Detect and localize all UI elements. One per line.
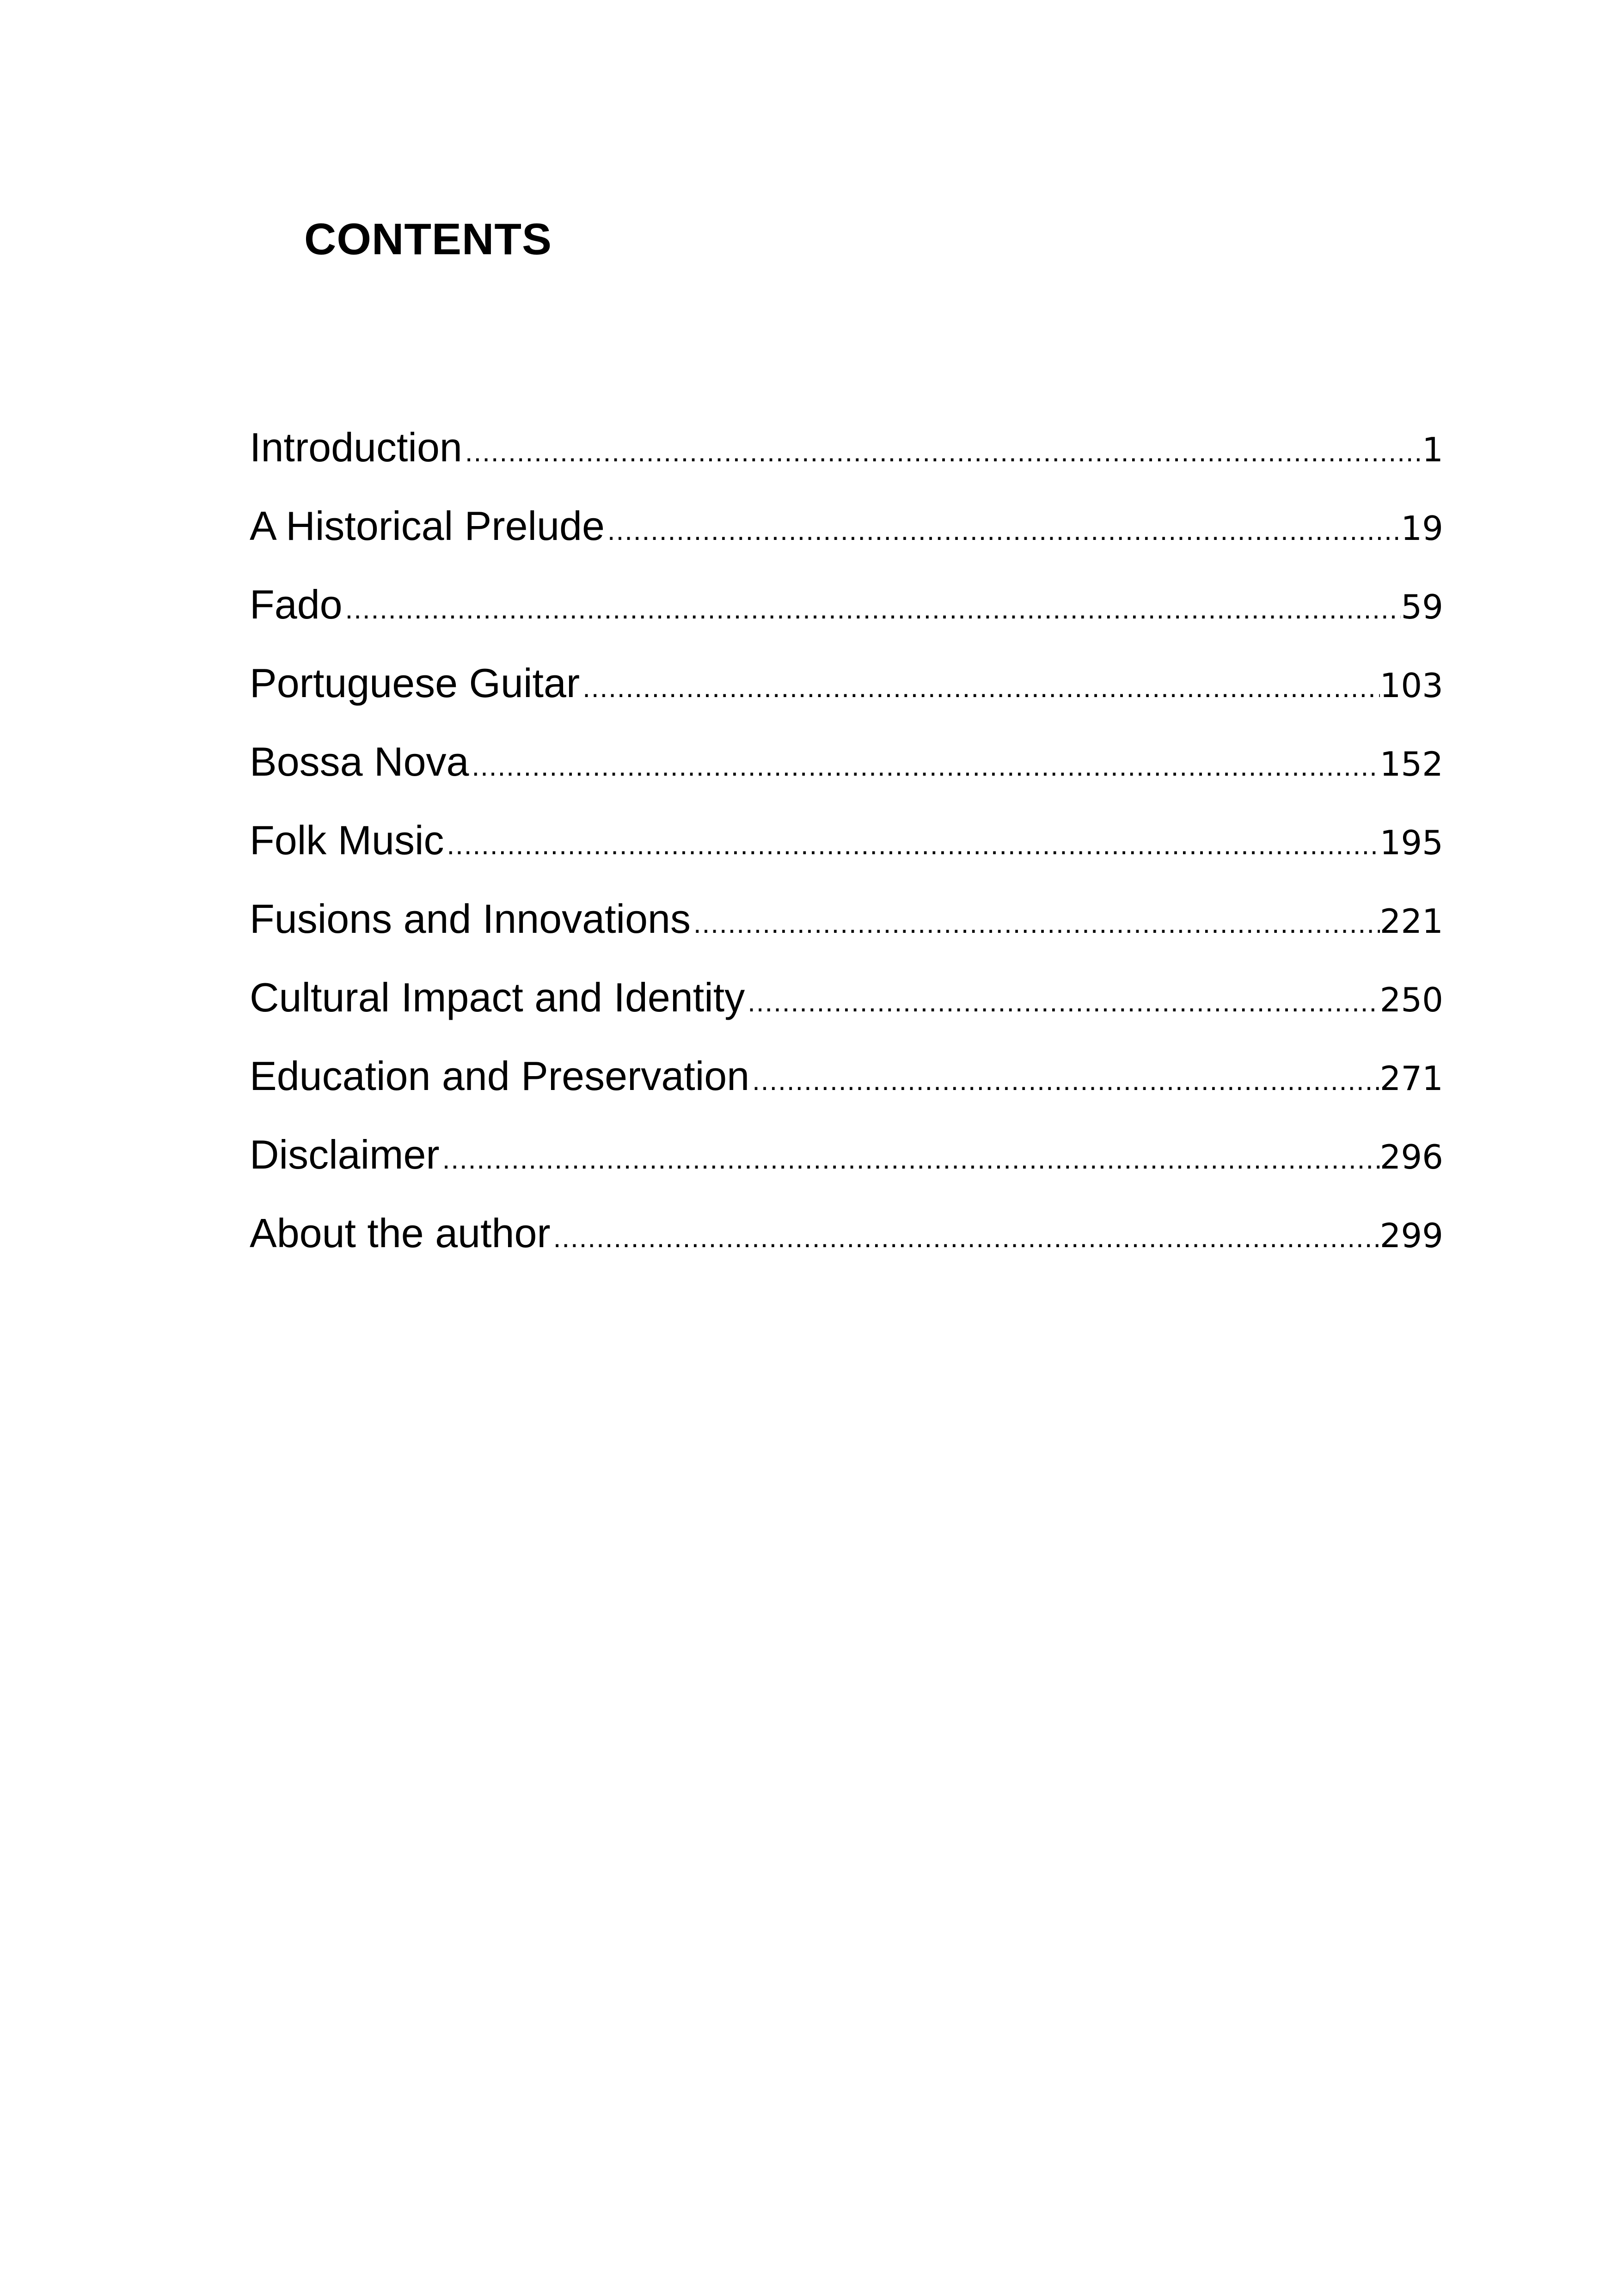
page-title: CONTENTS <box>304 214 552 264</box>
toc-entry-fusions-innovations <box>250 880 1443 958</box>
toc-entry-page-number: 221 <box>1379 902 1443 941</box>
toc-entry-portuguese-guitar <box>250 644 1443 722</box>
toc-entry-cultural-impact <box>250 958 1443 1037</box>
toc-entry-page-number: 152 <box>1379 745 1443 784</box>
toc-entry-title: Portuguese Guitar <box>250 660 580 706</box>
toc-entry-title: Bossa Nova <box>250 739 469 784</box>
toc-entry-introduction <box>250 408 1443 487</box>
toc-entry-page-number: 296 <box>1379 1138 1443 1176</box>
toc-entry-title: Introduction <box>250 424 462 470</box>
dot-leader <box>551 1199 1380 1273</box>
dot-leader <box>580 649 1379 722</box>
toc-entry-bossa-nova <box>250 722 1443 801</box>
toc-entry-title: Disclaimer <box>250 1132 440 1177</box>
toc-entry-fado <box>250 565 1443 644</box>
toc-entry-about-author <box>250 1194 1443 1273</box>
toc-entry-page-number: 271 <box>1379 1059 1443 1098</box>
dot-leader <box>462 413 1422 487</box>
toc-entry-folk-music <box>250 801 1443 880</box>
toc-entry-title: About the author <box>250 1210 551 1256</box>
table-of-contents <box>250 408 1443 1273</box>
dot-leader <box>440 1120 1380 1194</box>
toc-entry-page-number: 250 <box>1379 980 1443 1019</box>
dot-leader <box>749 1041 1379 1115</box>
toc-entry-title: Cultural Impact and Identity <box>250 974 745 1020</box>
toc-entry-page-number: 103 <box>1379 666 1443 705</box>
dot-leader <box>605 491 1401 565</box>
toc-entry-page-number: 59 <box>1401 588 1443 626</box>
dot-leader <box>469 727 1379 801</box>
toc-entry-title: Folk Music <box>250 817 444 863</box>
toc-entry-title: Fado <box>250 582 343 627</box>
toc-entry-disclaimer <box>250 1115 1443 1194</box>
toc-entry-page-number: 19 <box>1401 509 1443 548</box>
toc-entry-title: Fusions and Innovations <box>250 896 691 942</box>
toc-entry-page-number: 195 <box>1379 823 1443 862</box>
dot-leader <box>444 806 1380 880</box>
toc-entry-title: A Historical Prelude <box>250 503 605 549</box>
toc-entry-title: Education and Preservation <box>250 1053 750 1099</box>
toc-entry-historical-prelude <box>250 487 1443 565</box>
toc-entry-page-number: 1 <box>1422 430 1443 469</box>
toc-entry-page-number: 299 <box>1379 1216 1443 1255</box>
toc-entry-education-preservation <box>250 1037 1443 1115</box>
dot-leader <box>691 884 1380 958</box>
dot-leader <box>343 570 1401 644</box>
dot-leader <box>745 963 1379 1037</box>
